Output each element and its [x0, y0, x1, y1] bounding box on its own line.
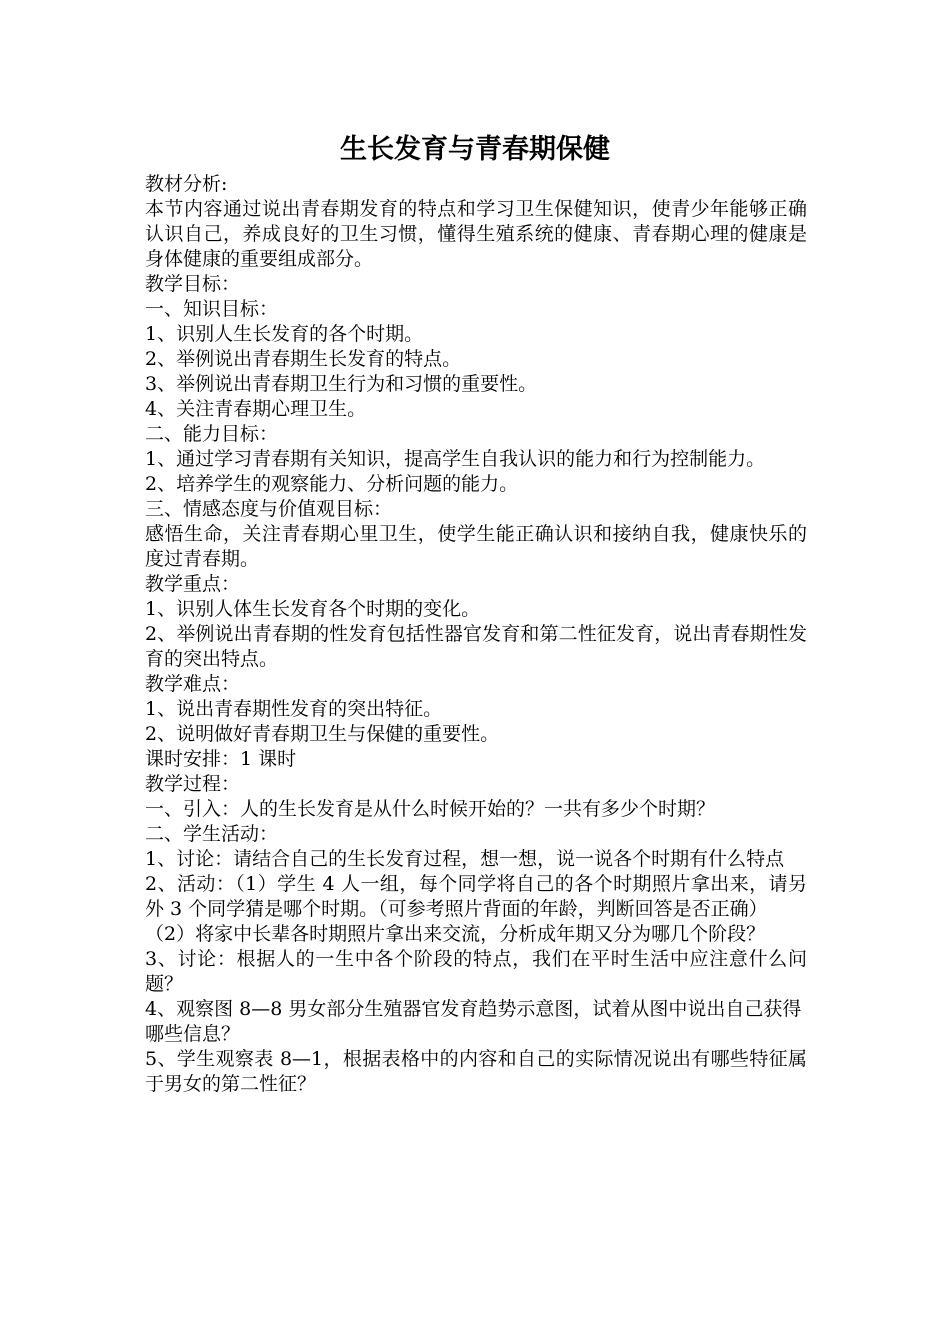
- paragraph: 1、识别人生长发育的各个时期。: [145, 323, 424, 345]
- paragraph: 4、关注青春期心理卫生。: [145, 398, 367, 420]
- paragraph: 1、识别人体生长发育各个时期的变化。: [145, 598, 481, 620]
- paragraph: 2、举例说出青春期的性发育包括性器官发育和第二性征发育，说出青春期性发育的突出特点。: [145, 623, 807, 670]
- paragraph: 教学重点：: [145, 573, 241, 595]
- paragraph: 1、通过学习青春期有关知识，提高学生自我认识的能力和行为控制能力。: [145, 448, 766, 470]
- paragraph: 三、情感态度与价值观目标：: [145, 498, 393, 520]
- paragraph: 教材分析:: [145, 173, 228, 195]
- paragraph: 哪些信息？: [145, 1023, 241, 1045]
- paragraph: 二、学生活动：: [145, 823, 279, 845]
- paragraph: 教学目标：: [145, 273, 241, 295]
- paragraph: 5、学生观察表 8—1，根据表格中的内容和自己的实际情况说出有哪些特征属于男女的第二性征？: [145, 1048, 807, 1095]
- paragraph: 4、观察图 8—8 男女部分生殖器官发育趋势示意图，试着从图中说出自己获得: [145, 998, 802, 1020]
- paragraph: 二、能力目标：: [145, 423, 279, 445]
- paragraph: 2、说明做好青春期卫生与保健的重要性。: [145, 723, 500, 745]
- paragraph: 本节内容通过说出青春期发育的特点和学习卫生保健知识，使青少年能够正确认识自己，养成良好的卫生习惯，懂得生殖系统的健康、青春期心理的健康是身体健康的重要组成部分。: [145, 198, 807, 270]
- paragraph: 3、讨论：根据人的一生中各个阶段的特点，我们在平时生活中应注意什么问题？: [145, 948, 807, 995]
- paragraph: 一、知识目标：: [145, 298, 279, 320]
- paragraph: 1、讨论：请结合自己的生长发育过程，想一想，说一说各个时期有什么特点: [145, 848, 785, 870]
- paragraph: 2、活动：（1）学生 4 人一组，每个同学将自己的各个时期照片拿出来，请另外 3 个同学猜是哪个时期。（可参考照片背面的年龄，判断回答是否正确）: [145, 873, 807, 920]
- paragraph: 1、说出青春期性发育的突出特征。: [145, 698, 443, 720]
- paragraph: 一、引入：人的生长发育是从什么时候开始的？一共有多少个时期？: [145, 798, 716, 820]
- paragraph: 2、培养学生的观察能力、分析问题的能力。: [145, 473, 519, 495]
- paragraph: 2、举例说出青春期生长发育的特点。: [145, 348, 462, 370]
- paragraph: 教学过程：: [145, 773, 241, 795]
- document-body: [145, 172, 807, 1097]
- paragraph: 感悟生命，关注青春期心里卫生，使学生能正确认识和接纳自我，健康快乐的度过青春期。: [145, 523, 807, 570]
- paragraph: 3、举例说出青春期卫生行为和习惯的重要性。: [145, 373, 538, 395]
- paragraph: 课时安排：1 课时: [145, 748, 297, 770]
- paragraph: 教学难点：: [145, 673, 241, 695]
- document-title: 生长发育与青春期保健: [340, 134, 610, 165]
- paragraph: （2）将家中长辈各时期照片拿出来交流，分析成年期又分为哪几个阶段？: [145, 923, 766, 945]
